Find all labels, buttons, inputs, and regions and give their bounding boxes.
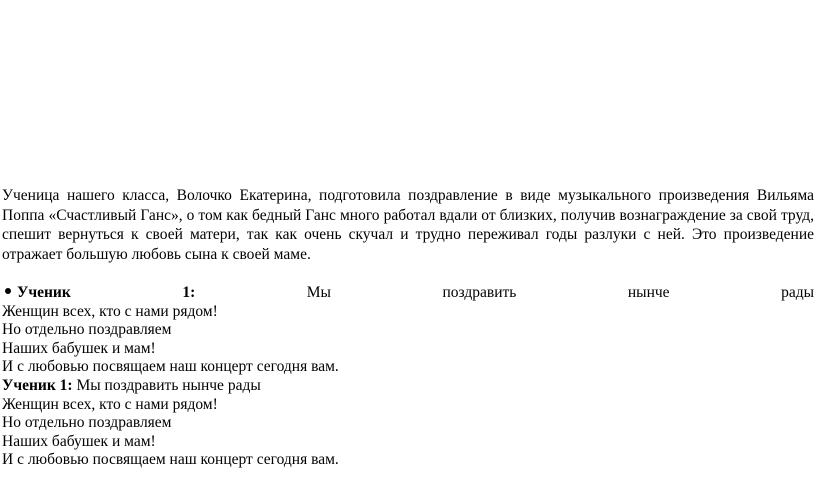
stanza1-line: И с любовью посвящаем наш концерт сегодня вам. [2,358,339,376]
stanza1-word: нынче [627,284,670,301]
stanza1-speaker: Ученик [17,284,71,301]
paragraph-spacer [2,264,814,284]
stanza2-line: И с любовью посвящаем наш концерт сегодня вам. [2,451,339,469]
stanza1-speaker-number: 1: [182,284,196,301]
intro-paragraph: Ученица нашего класса, Волочко Екатерина, подготовила поздравление в виде музыкального произведения Вильяма Поппа «Счастливый Ганс», о том как бедный Ганс много работал вдали от близких, получив вознаграждение за свой труд, спешит вернуться к своей матери, так как очень скучал и трудно переживал годы разлуки с ней. Это произведение отражает большую любовь сына к своей маме. [2,187,814,263]
bullet-icon [5,288,11,294]
stanza1-speaker-label [2,284,71,303]
stanza2-speaker: Ученик 1: [2,376,73,394]
stanza1-line: Наших бабушек и мам! [2,339,156,357]
stanza1-first-line [2,284,814,303]
stanza2-first-line-text: Мы поздравить нынче рады [72,376,261,394]
stanza1-line: Но отдельно поздравляем [2,321,172,339]
stanza1-word: рады [781,284,814,301]
stanza2-line: Наших бабушек и мам! [2,432,156,450]
stanza2-line: Женщин всех, кто с нами рядом! [2,395,218,413]
stanza1-line: Женщин всех, кто с нами рядом! [2,302,218,320]
stanza1-word: поздравить [442,284,517,301]
stanza1-word: Мы [306,284,331,301]
stanza2-line: Но отдельно поздравляем [2,414,172,432]
document-page [2,186,814,470]
stanza2-first-line [2,377,814,396]
